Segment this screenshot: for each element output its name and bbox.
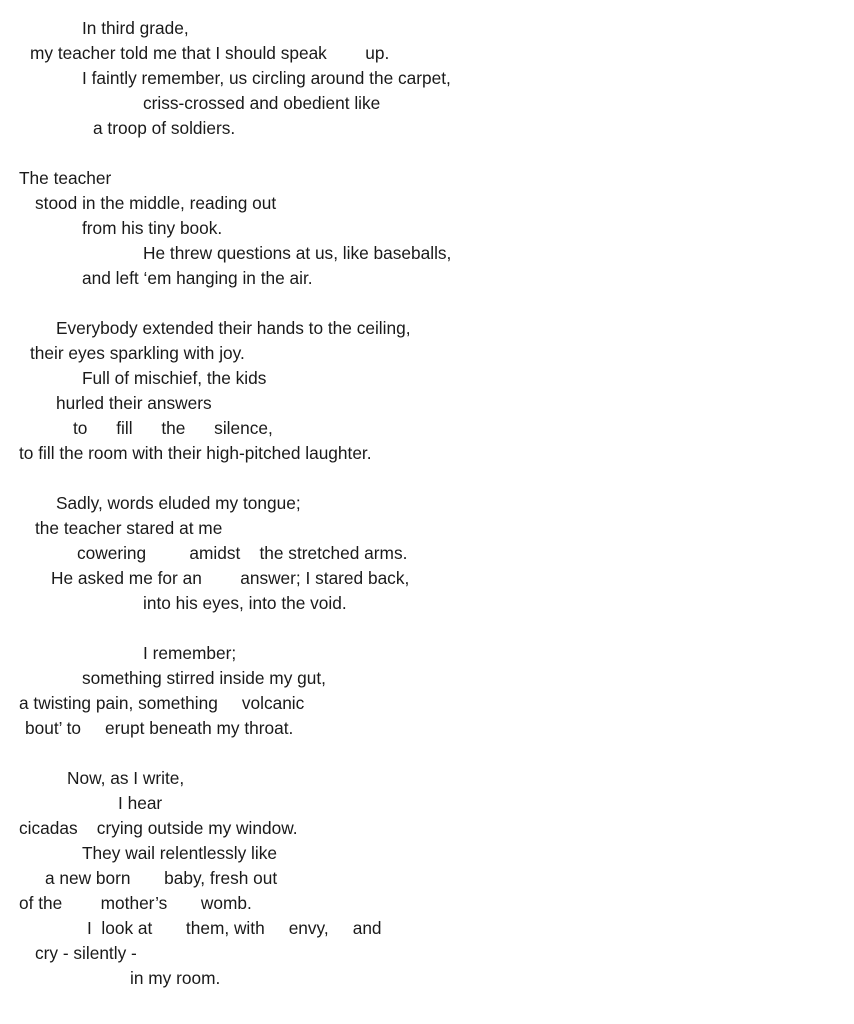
poem-line: a troop of soldiers.	[93, 118, 236, 138]
poem-line: The teacher	[19, 168, 112, 188]
poem-line: cry - silently -	[35, 943, 137, 963]
poem-line: and left ‘em hanging in the air.	[82, 268, 313, 288]
poem-line: He asked me for an answer; I stared back,	[51, 568, 410, 588]
poem-line: I faintly remember, us circling around the carpet,	[82, 68, 451, 88]
poem-line: He threw questions at us, like baseballs,	[143, 243, 452, 263]
poem-line: I hear	[118, 793, 163, 813]
poem-line: of the mother’s womb.	[19, 893, 252, 913]
poem-line: in my room.	[130, 968, 221, 988]
poem-line: from his tiny book.	[82, 218, 223, 238]
poem-line: my teacher told me that I should speak up.	[30, 43, 390, 63]
poem-line: I look at them, with envy, and	[87, 918, 382, 938]
poem-line: In third grade,	[82, 18, 189, 38]
poem-line: the teacher stared at me	[35, 518, 223, 538]
poem-line: cicadas crying outside my window.	[19, 818, 298, 838]
poem-line: a twisting pain, something volcanic	[19, 693, 305, 713]
poem-line: bout’ to erupt beneath my throat.	[25, 718, 294, 738]
poem-line: criss-crossed and obedient like	[143, 93, 381, 113]
poem-line: cowering amidst the stretched arms.	[77, 543, 408, 563]
poem-line: into his eyes, into the void.	[143, 593, 347, 613]
poem-line: a new born baby, fresh out	[45, 868, 278, 888]
poem-line: their eyes sparkling with joy.	[30, 343, 245, 363]
poem-line: to fill the silence,	[73, 418, 273, 438]
poem-line: Everybody extended their hands to the ceiling,	[56, 318, 411, 338]
poem-line: hurled their answers	[56, 393, 212, 413]
poem-line: stood in the middle, reading out	[35, 193, 277, 213]
poem-line: Full of mischief, the kids	[82, 368, 267, 388]
poem-line: Sadly, words eluded my tongue;	[56, 493, 301, 513]
poem-line: Now, as I write,	[67, 768, 185, 788]
poem-line: They wail relentlessly like	[82, 843, 277, 863]
poem-line: to fill the room with their high-pitched laughter.	[19, 443, 372, 463]
poem-line: I remember;	[143, 643, 237, 663]
poem-line: something stirred inside my gut,	[82, 668, 326, 688]
